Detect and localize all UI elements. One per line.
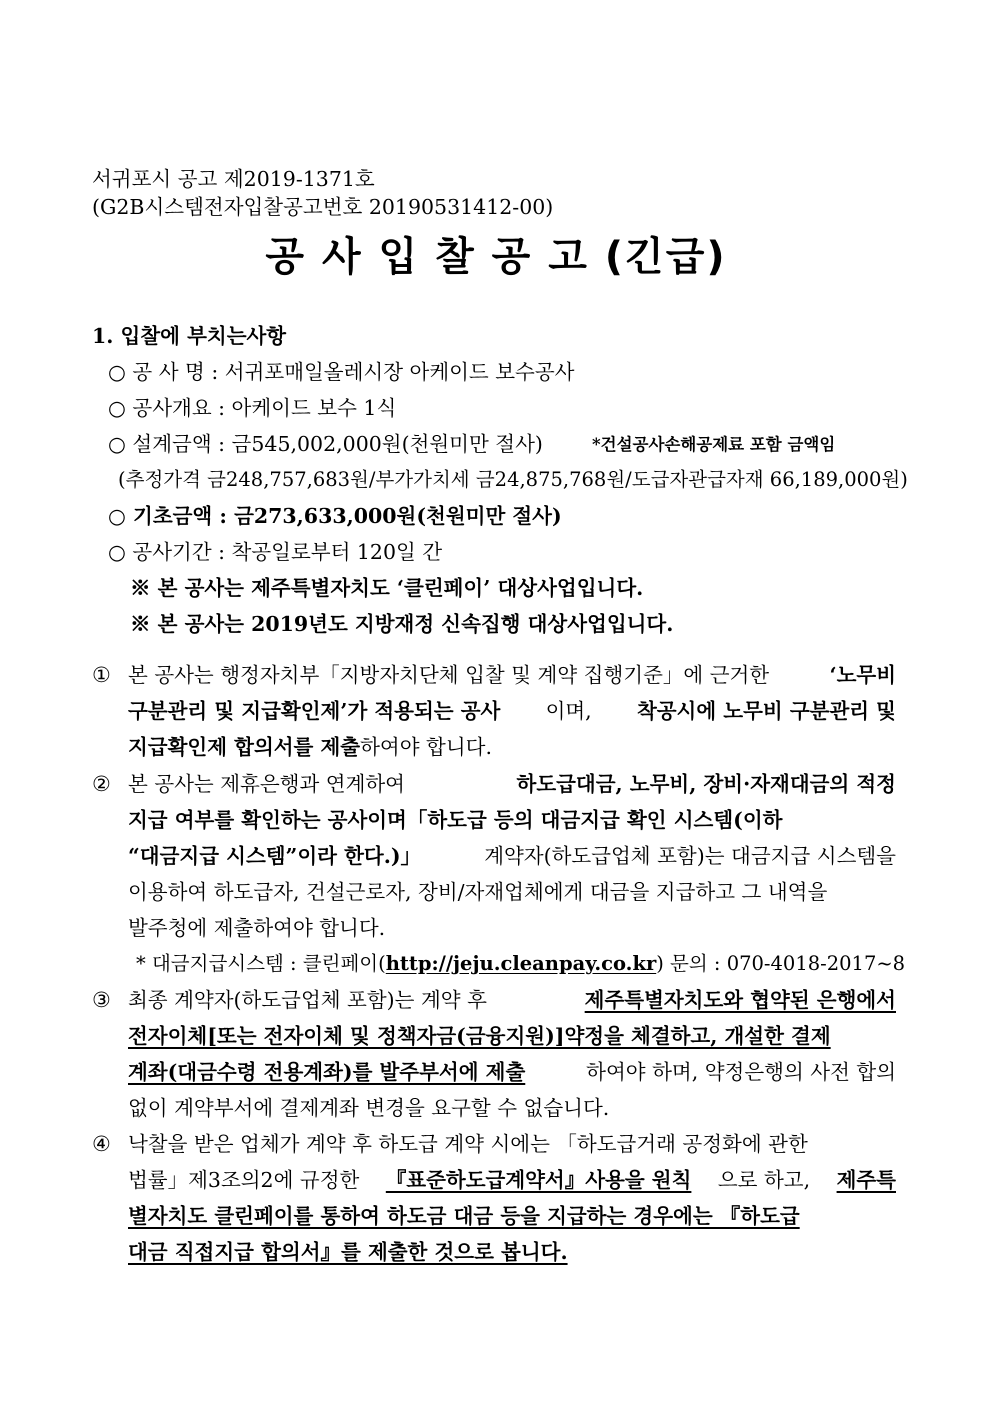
item-overview: ○ 공사개요 : 아케이드 보수 1식 <box>108 396 397 420</box>
clause-4-line-1: 낙찰을 받은 업체가 계약 후 하도급 계약 시에는 「하도급거래 공정화에 관한 <box>128 1132 808 1156</box>
section-heading: 1. 입찰에 부치는사항 <box>92 324 287 348</box>
clause-2-number: ② <box>92 772 111 796</box>
clause-4-line-4: 대금 직접지급 합의서』를 제출한 것으로 봅니다. <box>128 1240 568 1264</box>
cleanpay-link[interactable]: http://jeju.cleanpay.co.kr <box>385 952 657 975</box>
item-design-note: *건설공사손해공제료 포함 금액임 <box>592 435 836 454</box>
clause-2-line-3: “대금지급 시스템”이라 한다.)」 계약자(하도급업체 포함)는 대금지급 시스템을 <box>128 844 896 868</box>
note-fast-execution: ※ 본 공사는 2019년도 지방재정 신속집행 대상사업입니다. <box>130 612 674 636</box>
clause-1-number: ① <box>92 663 111 687</box>
clause-3-line-3: 계좌(대금수령 전용계좌)를 발주부서에 제출 하여야 하며, 약정은행의 사전 합의 <box>128 1060 896 1084</box>
clause-3-line-1: 최종 계약자(하도급업체 포함)는 계약 후 제주특별자치도와 협약된 은행에서 <box>128 988 896 1012</box>
clause-2-sub: * 대금지급시스템 : 클린페이(http://jeju.cleanpay.co.kr) 문의 : 070-4018-2017~8 <box>136 952 906 975</box>
notice-number: 서귀포시 공고 제2019-1371호 <box>92 167 375 191</box>
clause-2-line-2: 지급 여부를 확인하는 공사이며「하도급 등의 대금지급 확인 시스템(이하 <box>128 808 783 832</box>
clause-3-number: ③ <box>92 988 111 1012</box>
clause-4-line-2: 법률」제3조의2에 규정한 『표준하도급계약서』사용을 원칙 으로 하고, 제주특 <box>128 1168 896 1192</box>
item-project-name: ○ 공 사 명 : 서귀포매일올레시장 아케이드 보수공사 <box>108 360 575 384</box>
note-cleanpay: ※ 본 공사는 제주특별자치도 ‘클린페이’ 대상사업입니다. <box>130 576 644 600</box>
clause-2-line-1: 본 공사는 제휴은행과 연계하여 하도급대금, 노무비, 장비·자재대금의 적정 <box>128 772 896 796</box>
clause-4-line-3: 별자치도 클린페이를 통하여 하도금 대금 등을 지급하는 경우에는 『하도급 <box>128 1204 800 1228</box>
clause-1-line-3: 지급확인제 합의서를 제출하여야 합니다. <box>128 735 492 759</box>
clause-1-line-2: 구분관리 및 지급확인제’가 적용되는 공사 이며, 착공시에 노무비 구분관리 및 <box>128 699 896 723</box>
clause-2-line-4: 이용하여 하도급자, 건설근로자, 장비/자재업체에게 대금을 지급하고 그 내역을 <box>128 880 828 904</box>
clause-1-line-1: 본 공사는 행정자치부「지방자치단체 입찰 및 계약 집행기준」에 근거한 ‘노무비 <box>128 663 896 687</box>
clause-3-line-2: 전자이체[또는 전자이체 및 정책자금(금융지원)]약정을 체결하고, 개설한 결제 <box>128 1024 831 1048</box>
item-estimate: (추정가격 금248,757,683원/부가가치세 금24,875,768원/도급자관급자재 66,189,000원) <box>118 468 908 491</box>
page-title: 공 사 입 찰 공 고 (긴급) <box>265 234 727 280</box>
item-design-amount: ○ 설계금액 : 금545,002,000원(천원미만 절사) <box>108 432 543 456</box>
clause-2-line-5: 발주청에 제출하여야 합니다. <box>128 916 386 940</box>
item-period: ○ 공사기간 : 착공일로부터 120일 간 <box>108 540 443 564</box>
clause-3-line-4: 없이 계약부서에 결제계좌 변경을 요구할 수 없습니다. <box>128 1096 610 1120</box>
item-base-amount: ○ 기초금액 : 금273,633,000원(천원미만 절사) <box>108 504 562 528</box>
g2b-number: (G2B시스템전자입찰공고번호 20190531412-00) <box>92 195 554 219</box>
clause-4-number: ④ <box>92 1132 111 1156</box>
